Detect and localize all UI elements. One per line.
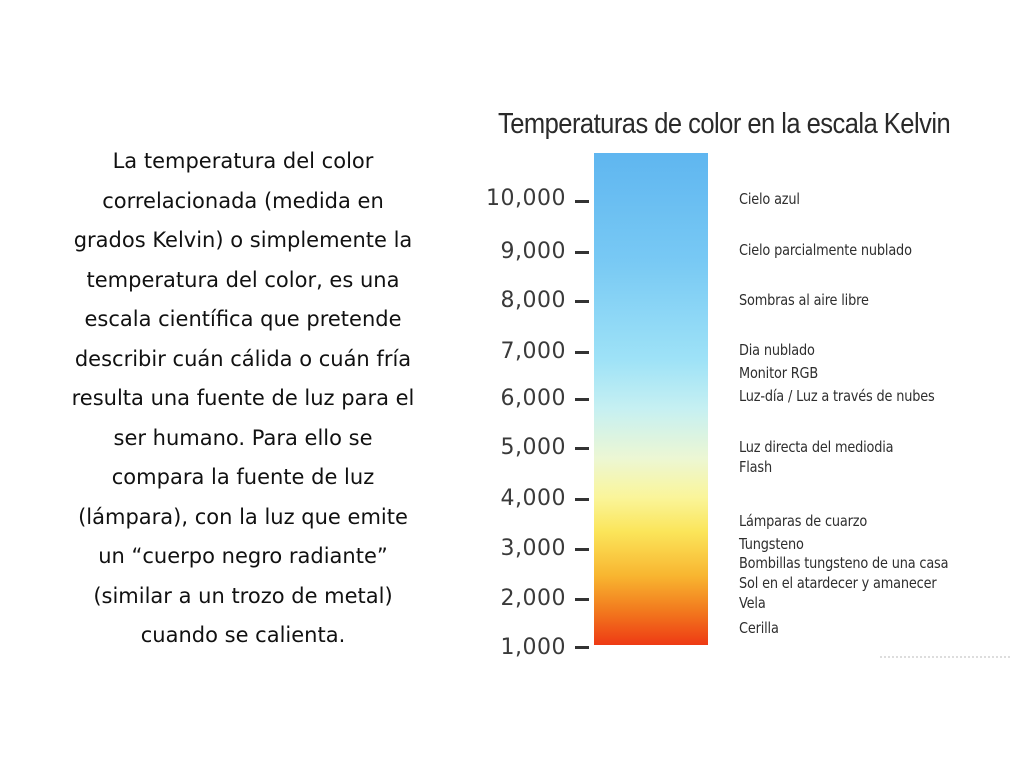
tick-label-2000: 2,000 bbox=[500, 586, 566, 611]
tick-mark bbox=[575, 251, 589, 254]
color-temperature-gradient-bar bbox=[594, 153, 708, 645]
tick-mark bbox=[575, 598, 589, 601]
annotation-bombillas: Bombillas tungsteno de una casa bbox=[739, 554, 949, 572]
tick-mark bbox=[575, 548, 589, 551]
tick-mark bbox=[575, 300, 589, 303]
annotation-dia-nublado: Dia nublado bbox=[739, 341, 815, 359]
annotation-luz-mediodia: Luz directa del mediodia bbox=[739, 438, 894, 456]
tick-mark bbox=[575, 447, 589, 450]
annotation-monitor-rgb: Monitor RGB bbox=[739, 364, 819, 382]
paragraph-line: un “cuerpo negro radiante” bbox=[98, 544, 388, 568]
annotation-flash: Flash bbox=[739, 458, 772, 476]
tick-mark bbox=[575, 351, 589, 354]
tick-label-8000: 8,000 bbox=[500, 288, 566, 313]
paragraph-line: cuando se calienta. bbox=[140, 623, 346, 647]
paragraph-line: temperatura del color, es una bbox=[86, 267, 400, 292]
tick-label-5000: 5,000 bbox=[500, 435, 566, 460]
tick-mark bbox=[575, 498, 589, 501]
annotation-vela: Vela bbox=[739, 594, 766, 612]
annotation-tungsteno: Tungsteno bbox=[739, 535, 804, 553]
paragraph-line: describir cuán cálida o cuán fría bbox=[74, 346, 412, 371]
figure-title: Temperaturas de color en la escala Kelvin bbox=[498, 108, 951, 140]
paragraph-line: grados Kelvin) o simplemente la bbox=[73, 228, 413, 252]
paragraph-line: La temperatura del color bbox=[112, 149, 374, 173]
tick-mark bbox=[575, 398, 589, 401]
tick-label-6000: 6,000 bbox=[500, 386, 566, 411]
annotation-sol-atardecer: Sol en el atardecer y amanecer bbox=[739, 574, 937, 592]
paragraph-line: resulta una fuente de luz para el bbox=[71, 386, 415, 410]
paragraph-line: (similar a un trozo de metal) bbox=[93, 583, 393, 608]
paragraph-line: compara la fuente de luz bbox=[111, 465, 375, 489]
annotation-cielo-azul: Cielo azul bbox=[739, 190, 800, 208]
paragraph-line: ser humano. Para ello se bbox=[113, 425, 373, 450]
annotation-cielo-parcialmente-nublado: Cielo parcialmente nublado bbox=[739, 241, 912, 259]
tick-label-4000: 4,000 bbox=[500, 486, 566, 511]
tick-label-7000: 7,000 bbox=[500, 339, 566, 364]
tick-label-3000: 3,000 bbox=[500, 536, 566, 561]
tick-label-9000: 9,000 bbox=[500, 239, 566, 264]
tick-mark bbox=[575, 200, 589, 203]
annotation-sombras: Sombras al aire libre bbox=[739, 291, 869, 309]
description-paragraph bbox=[55, 142, 431, 656]
paragraph-line: correlacionada (medida en bbox=[102, 188, 384, 213]
kelvin-scale-figure bbox=[478, 108, 1018, 668]
image-artifact-line bbox=[880, 656, 1010, 662]
annotation-lamparas-cuarzo: Lámparas de cuarzo bbox=[739, 512, 868, 530]
tick-mark bbox=[575, 646, 589, 649]
annotation-luz-dia: Luz-día / Luz a través de nubes bbox=[739, 387, 935, 405]
paragraph-line: escala científica que pretende bbox=[84, 307, 402, 331]
tick-label-1000: 1,000 bbox=[500, 635, 566, 660]
tick-label-10000: 10,000 bbox=[486, 186, 566, 211]
annotation-cerilla: Cerilla bbox=[739, 619, 779, 637]
paragraph-line: (lámpara), con la luz que emite bbox=[78, 504, 408, 529]
